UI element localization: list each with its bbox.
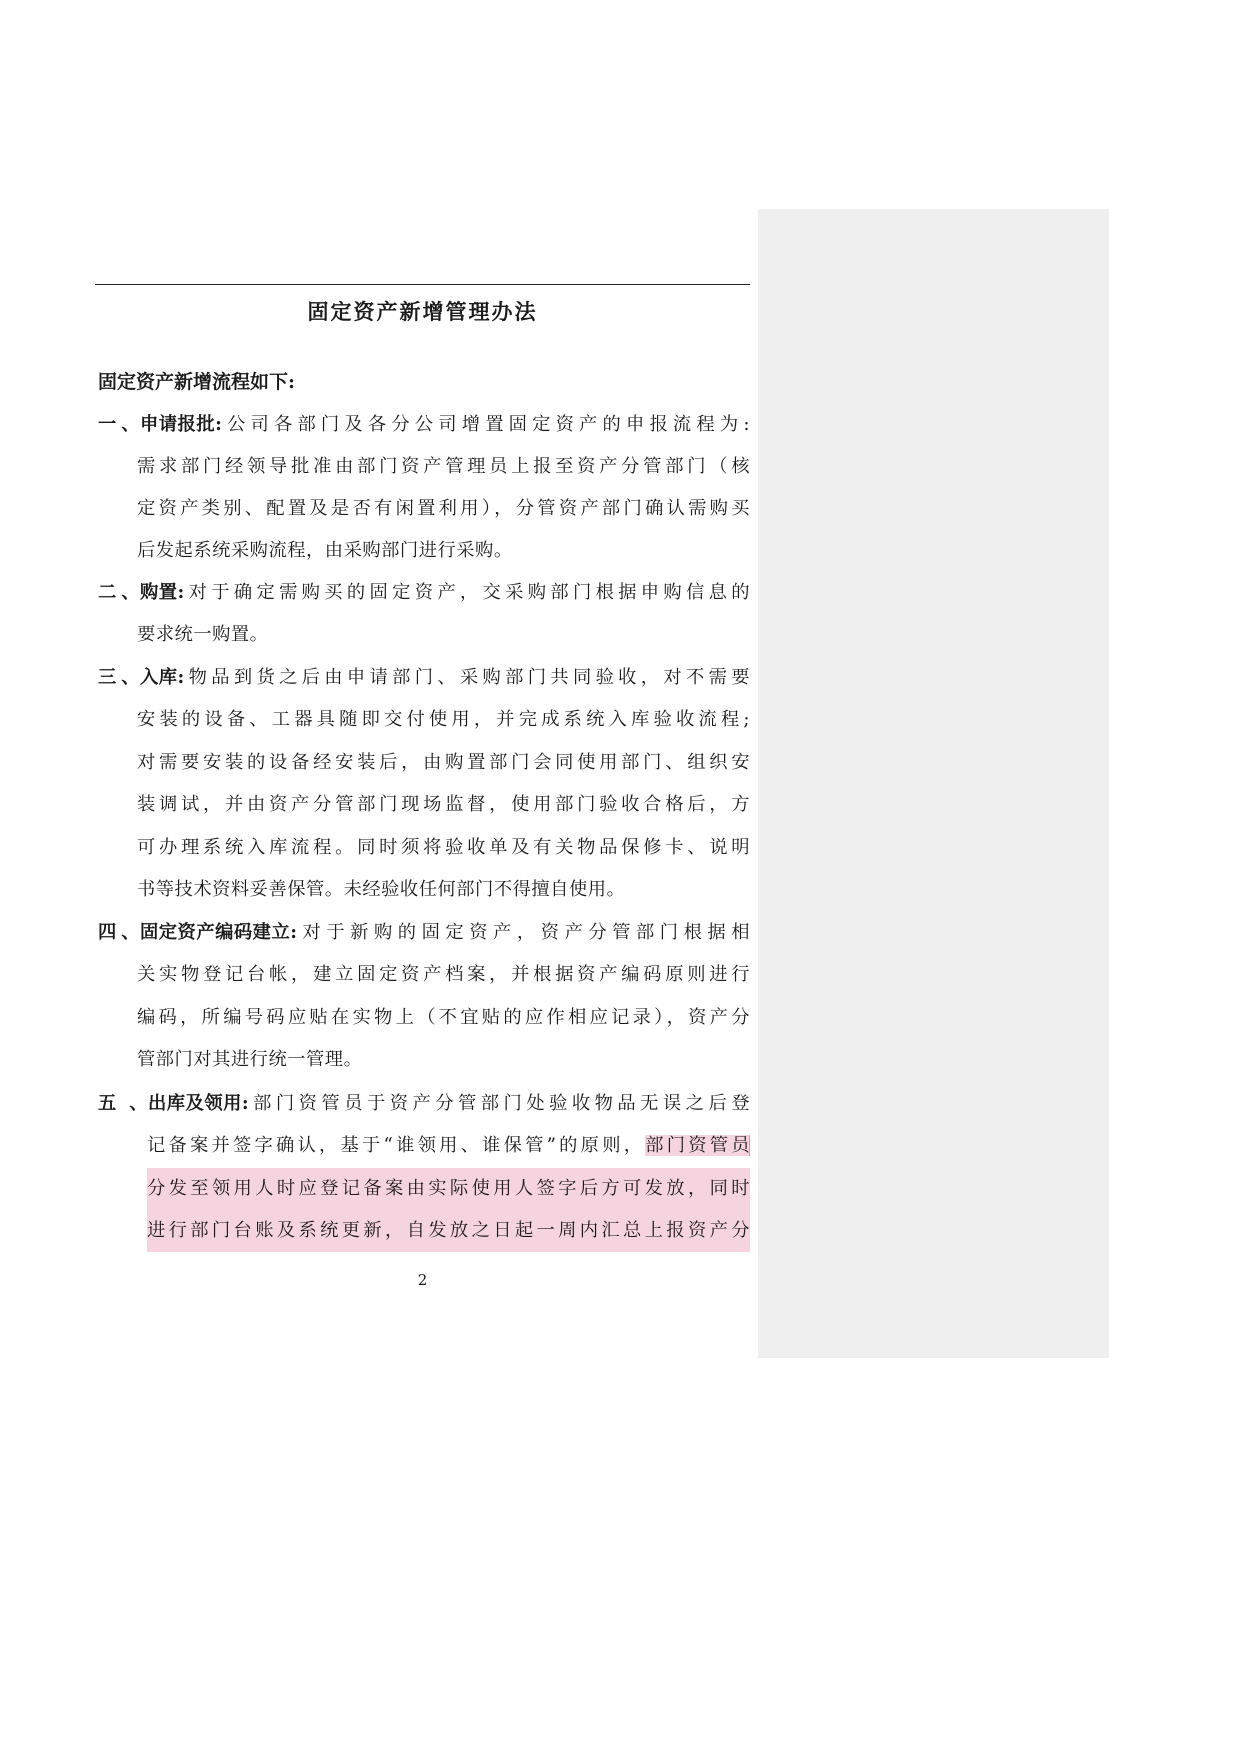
section-5-line-3: 分发至领用人时应登记备案由实际使用人签字后方可发放，同时 bbox=[147, 1168, 750, 1210]
section-4-heading: 固定资产编码建立: bbox=[140, 922, 298, 943]
section-3-text: 物品到货之后由申请部门、采购部门共同验收，对不需要 bbox=[184, 667, 750, 688]
section-1-text: 公司各部门及各分公司增置固定资产的申报流程为: bbox=[222, 414, 750, 435]
header-rule bbox=[95, 284, 750, 285]
section-4-line-3: 编码，所编号码应贴在实物上（不宜贴的应作相应记录），资产分 bbox=[137, 1007, 750, 1028]
document-title: 固定资产新增管理办法 bbox=[307, 299, 538, 324]
section-4-line-1 bbox=[98, 912, 750, 954]
highlighted-text: 部门资管员 bbox=[645, 1135, 750, 1156]
section-3-line-6: 书等技术资料妥善保管。未经验收任何部门不得擅自使用。 bbox=[137, 879, 626, 900]
process-intro: 固定资产新增流程如下: bbox=[98, 371, 296, 393]
section-3-number: 三、 bbox=[98, 667, 140, 688]
section-5-line-2 bbox=[147, 1125, 750, 1167]
section-3-line-3: 对需要安装的设备经安装后，由购置部门会同使用部门、组织安 bbox=[137, 752, 750, 773]
section-5-text: 部门资管员于资产分管部门处验收物品无误之后登 bbox=[249, 1093, 750, 1114]
section-5-line-1 bbox=[98, 1083, 750, 1125]
section-3-line-1 bbox=[98, 657, 750, 699]
section-4-line-4: 管部门对其进行统一管理。 bbox=[137, 1049, 363, 1070]
section-1-heading: 申请报批: bbox=[140, 414, 223, 435]
page-number: 2 bbox=[417, 1271, 428, 1289]
comment-pane bbox=[758, 209, 1109, 1358]
section-3-line-5: 可办理系统入库流程。同时须将验收单及有关物品保修卡、说明 bbox=[137, 837, 750, 858]
section-5-line-4: 进行部门台账及系统更新，自发放之日起一周内汇总上报资产分 bbox=[147, 1210, 750, 1252]
section-4-line-2: 关实物登记台帐，建立固定资产档案，并根据资产编码原则进行 bbox=[137, 964, 750, 985]
section-1-line-4: 后发起系统采购流程，由采购部门进行采购。 bbox=[137, 540, 513, 561]
section-1-line-1 bbox=[98, 404, 750, 446]
section-2-number: 二、 bbox=[98, 582, 140, 603]
section-5-line-2-text: 记备案并签字确认，基于“谁领用、谁保管”的原则， bbox=[147, 1135, 646, 1156]
section-3-line-2: 安装的设备、工器具随即交付使用，并完成系统入库验收流程; bbox=[137, 709, 750, 730]
section-2-heading: 购置: bbox=[140, 582, 185, 603]
section-5-heading: 出库及领用: bbox=[148, 1093, 250, 1114]
section-1-number: 一、 bbox=[98, 414, 140, 435]
section-4-text: 对于新购的固定资产，资产分管部门根据相 bbox=[297, 922, 750, 943]
section-1-line-2: 需求部门经领导批准由部门资产管理员上报至资产分管部门（核 bbox=[137, 456, 750, 477]
section-5-number: 五、 bbox=[98, 1093, 148, 1114]
section-4-number: 四、 bbox=[98, 922, 140, 943]
section-2-line-2: 要求统一购置。 bbox=[137, 624, 269, 645]
section-2-text: 对于确定需购买的固定资产，交采购部门根据申购信息的 bbox=[184, 582, 750, 603]
section-2-line-1 bbox=[98, 572, 750, 614]
section-3-heading: 入库: bbox=[140, 667, 185, 688]
section-1-line-3: 定资产类别、配置及是否有闲置利用），分管资产部门确认需购买 bbox=[137, 498, 750, 519]
section-3-line-4: 装调试，并由资产分管部门现场监督，使用部门验收合格后，方 bbox=[137, 794, 750, 815]
